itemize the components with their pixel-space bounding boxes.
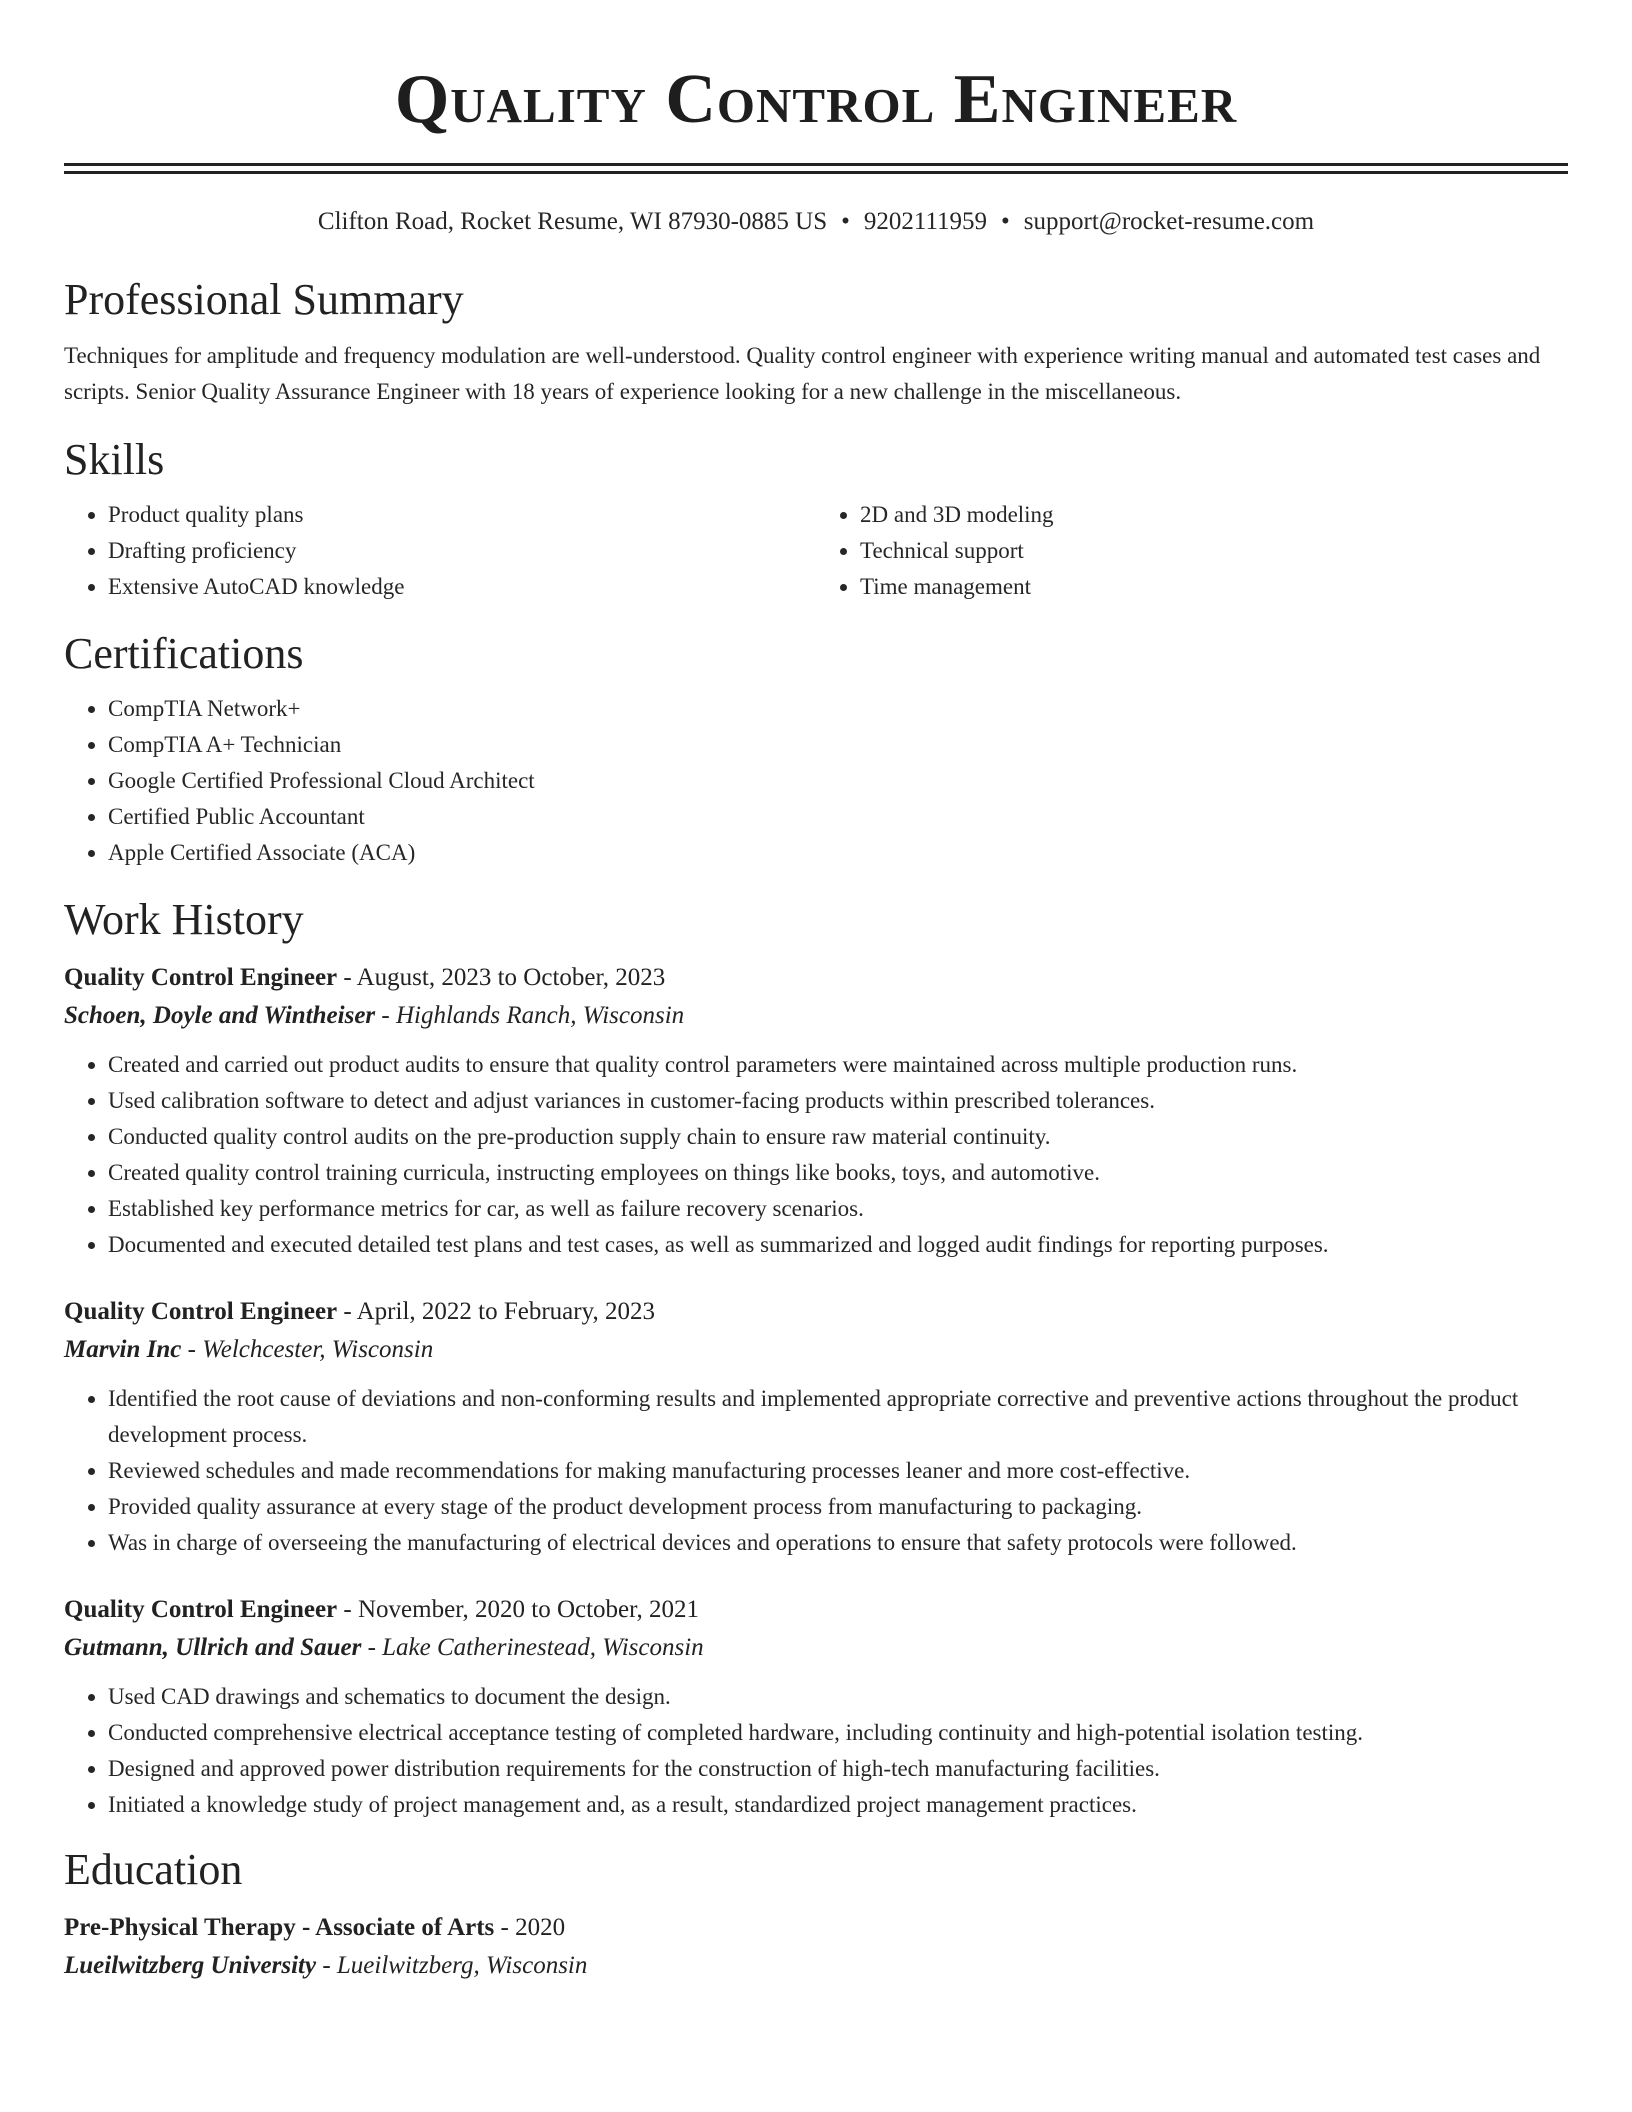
- job-entry: [64, 1293, 1568, 1561]
- skill-item: • Extensive AutoCAD knowledge: [108, 569, 816, 605]
- job-dates: - April, 2022 to February, 2023: [337, 1298, 655, 1325]
- job-dates: - August, 2023 to October, 2023: [337, 964, 666, 991]
- job-role: Quality Control Engineer: [64, 1596, 338, 1623]
- job-role: Quality Control Engineer: [64, 1298, 338, 1325]
- job-title-line: [64, 1591, 1568, 1629]
- certification-item: • Certified Public Accountant: [108, 799, 1568, 835]
- job-bullet: • Designed and approved power distribution requirements for the construction of high-tech manufacturing facilities.: [108, 1751, 1568, 1787]
- skills-left-list: [64, 497, 816, 605]
- contact-separator: •: [1001, 208, 1010, 235]
- job-bullet: • Created quality control training curricula, instructing employees on things like books, toys, and automotive.: [108, 1155, 1568, 1191]
- contact-separator: •: [841, 208, 850, 235]
- job-bullets: [64, 1679, 1568, 1823]
- skills-heading: Skills: [64, 435, 165, 484]
- job-entry: [64, 959, 1568, 1263]
- job-bullet: • Initiated a knowledge study of project management and, as a result, standardized project management practices.: [108, 1787, 1568, 1823]
- certifications-heading: Certifications: [64, 629, 304, 678]
- skills-columns: [64, 497, 1568, 605]
- skill-item: • Time management: [860, 569, 1568, 605]
- education-entry: [64, 1909, 1568, 1985]
- job-bullet: • Used calibration software to detect and adjust variances in customer-facing products within prescribed tolerances.: [108, 1083, 1568, 1119]
- summary-text: Techniques for amplitude and frequency modulation are well-understood. Quality control engineer with experience writing manual and automated test cases and scripts. Senior Quality Assurance Engineer with 18 years of experience looking for a new challenge in the miscellaneous.: [64, 343, 1541, 404]
- certification-item: • Google Certified Professional Cloud Architect: [108, 763, 1568, 799]
- job-company: Schoen, Doyle and Wintheiser: [64, 1002, 376, 1029]
- job-bullet: • Created and carried out product audits to ensure that quality control parameters were maintained across multiple production runs.: [108, 1047, 1568, 1083]
- certification-item: • CompTIA Network+: [108, 691, 1568, 727]
- job-location: - Welchcester, Wisconsin: [181, 1336, 434, 1363]
- summary-heading: Professional Summary: [64, 275, 464, 324]
- job-bullet: • Was in charge of overseeing the manufacturing of electrical devices and operations to ensure that safety protocols were followed.: [108, 1525, 1568, 1561]
- education-school: Lueilwitzberg University: [64, 1952, 317, 1979]
- education-year: - 2020: [494, 1914, 566, 1941]
- certification-item: • CompTIA A+ Technician: [108, 727, 1568, 763]
- job-bullet: • Reviewed schedules and made recommendations for making manufacturing processes leaner and more cost-effective.: [108, 1453, 1568, 1489]
- job-bullet: • Provided quality assurance at every stage of the product development process from manufacturing to packaging.: [108, 1489, 1568, 1525]
- job-title-line: [64, 1293, 1568, 1331]
- education-degree: Pre-Physical Therapy - Associate of Arts: [64, 1914, 495, 1941]
- job-location: - Highlands Ranch, Wisconsin: [375, 1002, 685, 1029]
- skills-right-list: [816, 497, 1568, 605]
- job-bullet: • Established key performance metrics for car, as well as failure recovery scenarios.: [108, 1191, 1568, 1227]
- job-bullets: [64, 1381, 1568, 1561]
- education-heading: Education: [64, 1845, 243, 1894]
- contact-email: support@rocket-resume.com: [1023, 208, 1315, 235]
- contact-phone: 9202111959: [863, 208, 988, 235]
- contact-address: Clifton Road, Rocket Resume, WI 87930-0885 US: [317, 208, 828, 235]
- job-bullet: • Conducted comprehensive electrical acceptance testing of completed hardware, including continuity and high-potential isolation testing.: [108, 1715, 1568, 1751]
- work-history-heading: Work History: [64, 895, 304, 944]
- job-company-line: [64, 1331, 1568, 1369]
- job-bullet: • Documented and executed detailed test plans and test cases, as well as summarized and logged audit findings for reporting purposes.: [108, 1227, 1568, 1263]
- job-company-line: [64, 997, 1568, 1035]
- job-dates: - November, 2020 to October, 2021: [337, 1596, 699, 1623]
- certification-item: • Apple Certified Associate (ACA): [108, 835, 1568, 871]
- education-degree-line: [64, 1909, 1568, 1947]
- skill-item: • Technical support: [860, 533, 1568, 569]
- skill-item: • Drafting proficiency: [108, 533, 816, 569]
- resume-name: Quality Control Engineer: [394, 61, 1238, 138]
- job-bullets: [64, 1047, 1568, 1263]
- job-role: Quality Control Engineer: [64, 964, 338, 991]
- job-company-line: [64, 1629, 1568, 1667]
- job-company: Gutmann, Ullrich and Sauer: [64, 1634, 362, 1661]
- job-title-line: [64, 959, 1568, 997]
- certifications-list: [64, 691, 1568, 871]
- job-bullet: • Conducted quality control audits on the pre-production supply chain to ensure raw material continuity.: [108, 1119, 1568, 1155]
- header-double-rule: [64, 163, 1568, 174]
- job-location: - Lake Catherinestead, Wisconsin: [361, 1634, 704, 1661]
- contact-line: [64, 207, 1568, 237]
- education-school-line: [64, 1947, 1568, 1985]
- job-entry: [64, 1591, 1568, 1823]
- job-bullet: • Used CAD drawings and schematics to document the design.: [108, 1679, 1568, 1715]
- job-company: Marvin Inc: [64, 1336, 182, 1363]
- education-location: - Lueilwitzberg, Wisconsin: [316, 1952, 588, 1979]
- skill-item: • 2D and 3D modeling: [860, 497, 1568, 533]
- skill-item: • Product quality plans: [108, 497, 816, 533]
- job-bullet: • Identified the root cause of deviations and non-conforming results and implemented appropriate corrective and preventive actions throughout the product development process.: [108, 1381, 1568, 1453]
